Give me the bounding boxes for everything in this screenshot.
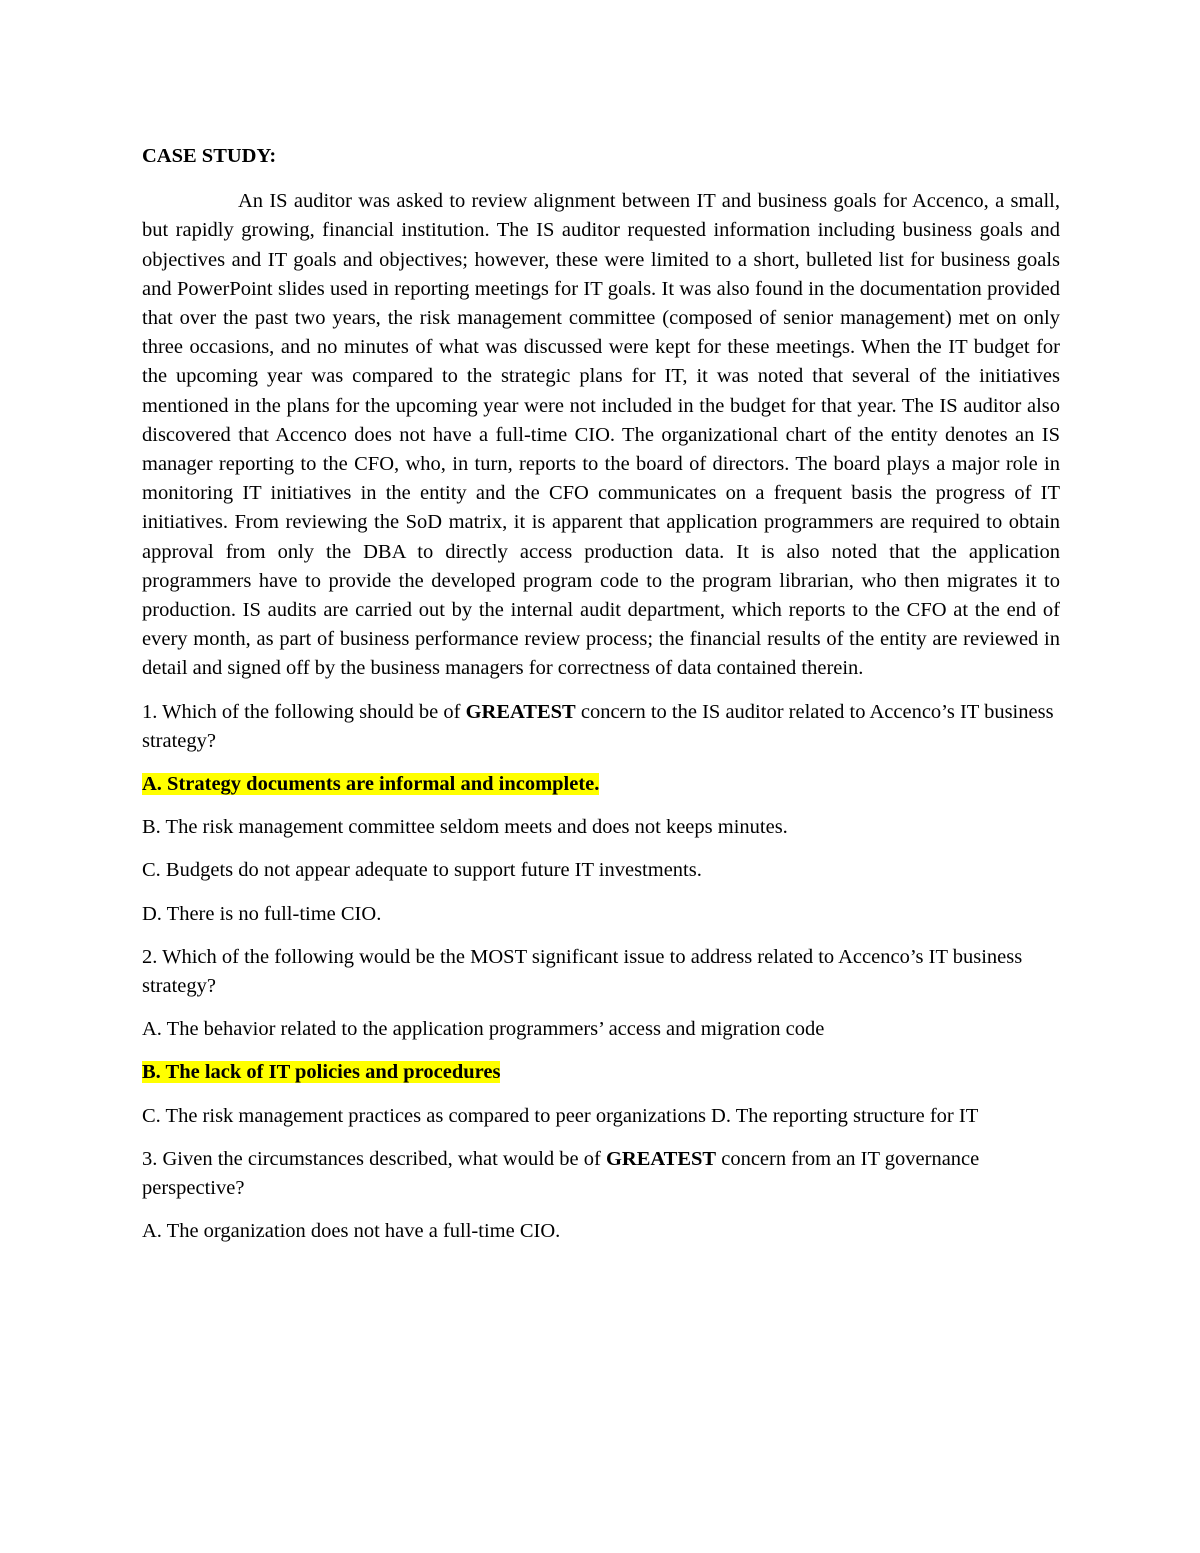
- q1-option-a-highlighted: A. Strategy documents are informal and incomplete.: [142, 773, 600, 796]
- q2-option-c: C. The risk management practices as compared to peer organizations D. The reporting structure for IT: [142, 1104, 979, 1127]
- question-1-emphasis: GREATEST: [465, 700, 576, 723]
- q2-option-b: [142, 1058, 1060, 1087]
- question-1-post: concern to the IS auditor related to Accenco’s IT business strategy?: [142, 700, 1054, 752]
- question-3-emphasis: GREATEST: [605, 1147, 717, 1170]
- q3-option-a: A. The organization does not have a full-time CIO.: [142, 1220, 561, 1243]
- q1-option-b: B. The risk management committee seldom meets and does not keeps minutes.: [142, 816, 788, 839]
- question-1: [142, 698, 1060, 756]
- question-3-post: concern from an IT governance perspective?: [142, 1147, 980, 1200]
- question-3: [142, 1145, 1060, 1203]
- q2-option-a: A. The behavior related to the application programmers’ access and migration code: [142, 1018, 825, 1041]
- q2-option-b-highlighted: B. The lack of IT policies and procedures: [142, 1061, 501, 1084]
- question-1-pre: 1. Which of the following should be of: [142, 700, 466, 723]
- question-3-pre: 3. Given the circumstances described, what would be of: [142, 1147, 606, 1170]
- q1-option-d: D. There is no full-time CIO.: [142, 902, 382, 925]
- q1-option-a: [142, 770, 1060, 799]
- document-content: [142, 142, 1060, 1261]
- q1-option-c: C. Budgets do not appear adequate to support future IT investments.: [142, 859, 702, 882]
- question-2: 2. Which of the following would be the MOST significant issue to address related to Accenco’s IT business strategy?: [142, 945, 1023, 998]
- case-study-heading: CASE STUDY:: [142, 145, 277, 167]
- case-study-text: An IS auditor was asked to review alignment between IT and business goals for Accenco, a small, but rapidly growing, financial institution. The IS auditor requested information including business goals and objectives and IT goals and objectives; however, these were limited to a short, bulleted list for business goals and PowerPoint slides used in reporting meetings for IT goals. It was also found in the documentation provided that over the past two years, the risk management committee (composed of senior management) met on only three occasions, and no minutes of what was discussed were kept for these meetings. When the IT budget for the upcoming year was compared to the strategic plans for IT, it was noted that several of the initiatives mentioned in the plans for the upcoming year were not included in the budget for that year. The IS auditor also discovered that Accenco does not have a full-time CIO. The organizational chart of the entity denotes an IS manager reporting to the CFO, who, in turn, reports to the board of directors. The board plays a major role in monitoring IT initiatives in the entity and the CFO communicates on a frequent basis the progress of IT initiatives. From reviewing the SoD matrix, it is apparent that application programmers are required to obtain approval from only the DBA to directly access production data. It is also noted that the application programmers have to provide the developed program code to the program librarian, who then migrates it to production. IS audits are carried out by the internal audit department, which reports to the CFO at the end of every month, as part of business performance review process; the financial results of the entity are reviewed in detail and signed off by the business managers for correctness of data contained therein.: [142, 190, 1060, 680]
